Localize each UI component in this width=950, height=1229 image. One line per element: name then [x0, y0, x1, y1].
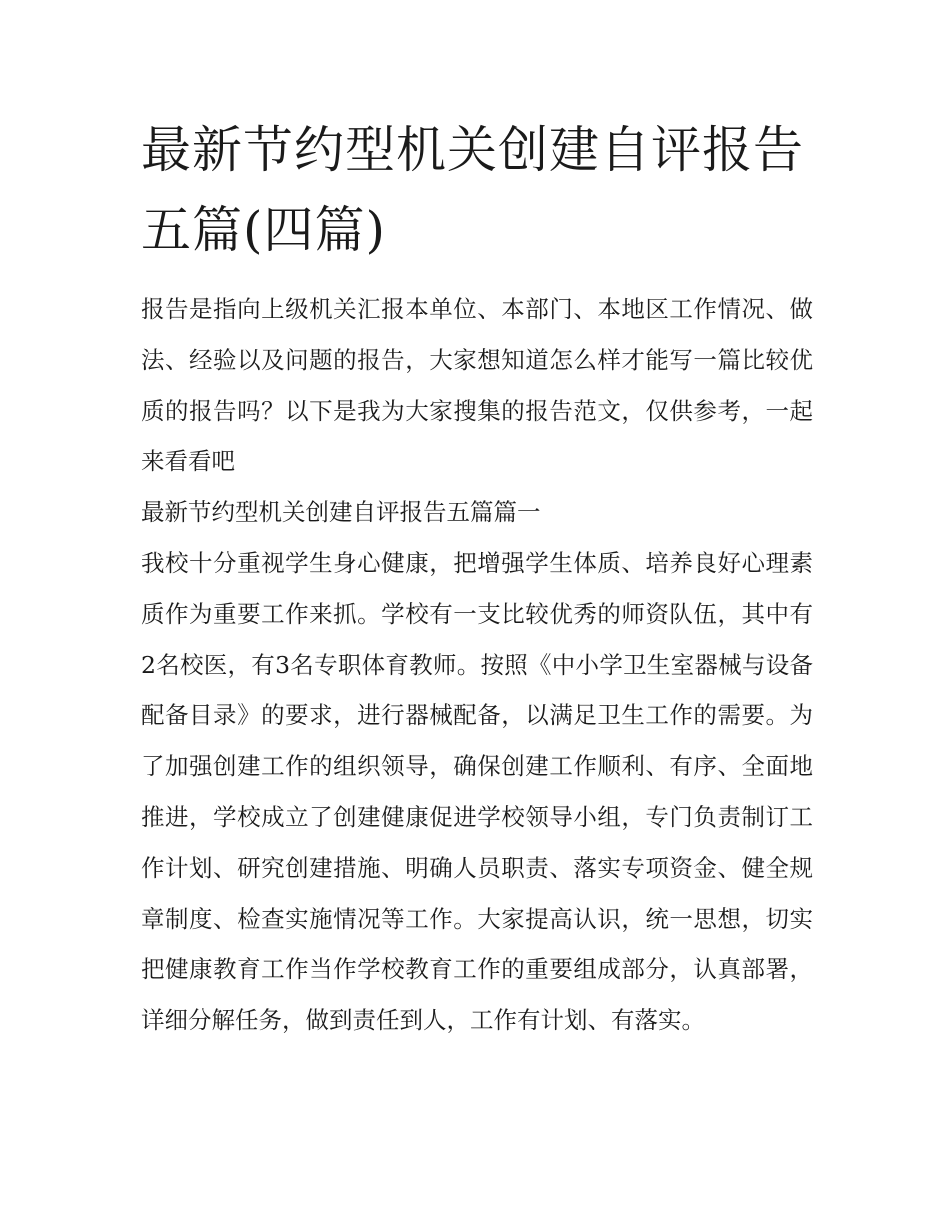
intro-paragraph: 报告是指向上级机关汇报本单位、本部门、本地区工作情况、做法、经验以及问题的报告，大家想知道怎么样才能写一篇比较优质的报告吗？以下是我为大家搜集的报告范文，仅供参考，一起来看看吧	[141, 295, 813, 476]
document-title: 最新节约型机关创建自评报告五篇(四篇)	[141, 121, 804, 259]
body-paragraph: 我校十分重视学生身心健康，把增强学生体质、培养良好心理素质作为重要工作来抓。学校有一支比较优秀的师资队伍，其中有2名校医，有3名专职体育教师。按照《中小学卫生室器械与设备配备目录》的要求，进行器械配备，以满足卫生工作的需要。为了加强创建工作的组织领导，确保创建工作顺利、有序、全面地推进，学校成立了创建健康促进学校领导小组，专门负责制订工作计划、研究创建措施、明确人员职责、落实专项资金、健全规章制度、检查实施情况等工作。大家提高认识，统一思想，切实把健康教育工作当作学校教育工作的重要组成部分，认真部署，详细分解任务，做到责任到人，工作有计划、有落实。	[141, 548, 813, 1035]
document-page	[141, 110, 813, 1046]
section-heading: 最新节约型机关创建自评报告五篇篇一	[141, 498, 541, 527]
